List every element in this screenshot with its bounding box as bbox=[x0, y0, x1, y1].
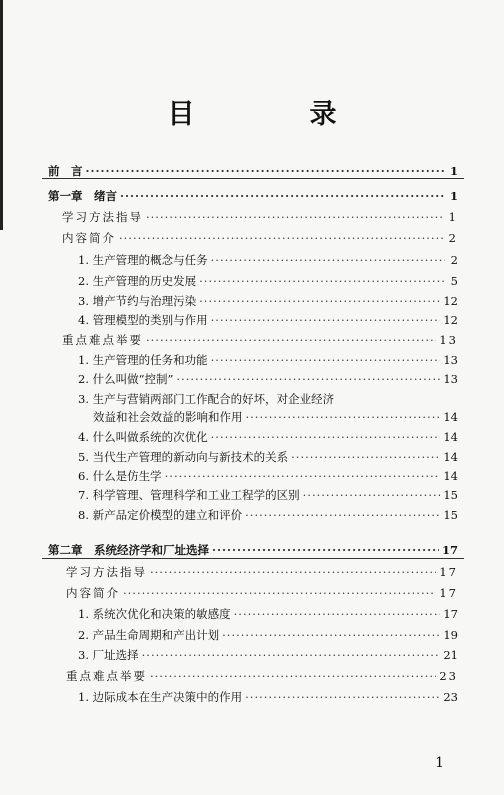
toc-leader-dots bbox=[212, 543, 439, 557]
toc-entry-chapter[interactable] bbox=[48, 189, 458, 203]
toc-entry-item[interactable] bbox=[78, 508, 458, 522]
toc-entry-item[interactable] bbox=[78, 253, 458, 267]
toc-leader-dots bbox=[146, 333, 436, 347]
toc-entry-title: 重点难点举要 bbox=[66, 669, 147, 683]
toc-page-number: 1 bbox=[449, 164, 458, 178]
toc-page-number: 21 bbox=[443, 648, 458, 662]
toc-page-number: 23 bbox=[439, 669, 458, 683]
toc-entry-item[interactable] bbox=[78, 450, 458, 464]
toc-entry-section[interactable] bbox=[66, 669, 458, 683]
toc-entry-title: 5. 当代生产管理的新动向与新技术的关系 bbox=[78, 450, 289, 464]
toc-leader-dots bbox=[165, 469, 441, 483]
toc-page-number: 14 bbox=[443, 450, 458, 464]
toc-leader-dots bbox=[176, 372, 440, 386]
toc-entry-title: 4. 什么叫做系统的次优化 bbox=[78, 430, 208, 444]
toc-entry-title: 第二章 系统经济学和厂址选择 bbox=[48, 543, 209, 557]
toc-entry-title: 重点难点举要 bbox=[62, 333, 143, 347]
toc-entry-title: 7. 科学管理、管理科学和工业工程学的区别 bbox=[78, 488, 300, 502]
section-divider bbox=[42, 558, 464, 559]
toc-entry-item[interactable] bbox=[78, 469, 458, 483]
toc-entry-item[interactable] bbox=[78, 353, 458, 367]
toc-page-number: 1 bbox=[448, 210, 458, 224]
toc-entry-preface[interactable] bbox=[48, 164, 458, 178]
toc-entry-item[interactable] bbox=[78, 690, 458, 704]
toc-entry-title: 1. 系统次优化和决策的敏感度 bbox=[78, 607, 231, 621]
toc-entry-chapter[interactable] bbox=[48, 543, 458, 557]
toc-page-number: 14 bbox=[443, 410, 458, 424]
toc-page-number: 17 bbox=[439, 565, 458, 579]
toc-entry-item[interactable] bbox=[78, 607, 458, 621]
toc-entry-item[interactable] bbox=[78, 313, 458, 327]
toc-page-number: 12 bbox=[443, 313, 458, 327]
toc-entry-section[interactable] bbox=[62, 210, 458, 224]
toc-leader-dots bbox=[291, 450, 440, 464]
toc-page-number: 19 bbox=[443, 628, 458, 642]
toc-entry-title: 1. 生产管理的任务和功能 bbox=[78, 353, 208, 367]
toc-leader-dots bbox=[150, 565, 436, 579]
toc-page-number: 17 bbox=[441, 543, 458, 557]
toc-page-number: 13 bbox=[443, 372, 458, 386]
toc-entry-title: 第一章 绪言 bbox=[48, 189, 117, 203]
toc-entry-title: 3. 增产节约与治理污染 bbox=[78, 294, 197, 308]
toc-entry-section[interactable] bbox=[62, 333, 458, 347]
toc-page-number: 15 bbox=[443, 508, 458, 522]
toc-leader-dots bbox=[211, 353, 441, 367]
toc-leader-dots bbox=[303, 488, 441, 502]
toc-entry-item[interactable] bbox=[78, 648, 458, 662]
toc-leader-dots bbox=[150, 669, 436, 683]
toc-leader-dots bbox=[234, 607, 441, 621]
toc-entry-item-line1[interactable] bbox=[78, 392, 458, 406]
page-number-footer: 1 bbox=[435, 755, 444, 771]
toc-page-number: 1 bbox=[449, 189, 458, 203]
toc-entry-title: 前 言 bbox=[48, 164, 83, 178]
toc-leader-dots bbox=[211, 253, 445, 267]
toc-entry-title: 6. 什么是仿生学 bbox=[78, 469, 162, 483]
toc-page-number: 23 bbox=[443, 690, 458, 704]
toc-entry-item[interactable] bbox=[78, 488, 458, 502]
toc-leader-dots bbox=[222, 628, 440, 642]
toc-entry-title: 3. 厂址选择 bbox=[78, 648, 139, 662]
toc-page-number: 13 bbox=[443, 353, 458, 367]
toc-leader-dots bbox=[123, 586, 436, 600]
toc-entry-title: 内容简介 bbox=[66, 586, 120, 600]
toc-page-number: 17 bbox=[443, 607, 458, 621]
toc-leader-dots bbox=[119, 231, 445, 245]
toc-page-number: 12 bbox=[443, 294, 458, 308]
toc-leader-dots bbox=[211, 313, 441, 327]
toc-entry-item[interactable] bbox=[78, 430, 458, 444]
toc-entry-item[interactable] bbox=[78, 274, 458, 288]
toc-page-number: 17 bbox=[439, 586, 458, 600]
toc-entry-title: 学习方法指导 bbox=[66, 565, 147, 579]
toc-entry-item-line2[interactable] bbox=[93, 410, 458, 424]
toc-leader-dots bbox=[211, 430, 441, 444]
toc-page-number: 2 bbox=[450, 253, 458, 267]
toc-page-number: 14 bbox=[443, 430, 458, 444]
toc-page-number: 13 bbox=[439, 333, 458, 347]
toc-entry-section[interactable] bbox=[66, 565, 458, 579]
toc-leader-dots bbox=[120, 189, 445, 203]
toc-leader-dots bbox=[86, 164, 446, 178]
toc-page-number: 15 bbox=[443, 488, 458, 502]
toc-entry-title: 1. 边际成本在生产决策中的作用 bbox=[78, 690, 243, 704]
toc-page-number: 2 bbox=[448, 231, 458, 245]
toc-entry-title: 1. 生产管理的概念与任务 bbox=[78, 253, 208, 267]
toc-entry-title: 2. 产品生命周期和产出计划 bbox=[78, 628, 220, 642]
toc-leader-dots bbox=[142, 648, 441, 662]
toc-entry-title: 3. 生产与营销两部门工作配合的好坏，对企业经济 bbox=[78, 392, 335, 406]
toc-page-number: 14 bbox=[443, 469, 458, 483]
toc-leader-dots bbox=[246, 410, 441, 424]
toc-entry-title: 2. 生产管理的历史发展 bbox=[78, 274, 197, 288]
toc-entry-item[interactable] bbox=[78, 628, 458, 642]
page-title: 目 录 bbox=[167, 99, 381, 130]
toc-entry-title: 8. 新产品定价模型的建立和评价 bbox=[78, 508, 243, 522]
toc-entry-title: 内容简介 bbox=[62, 231, 116, 245]
toc-leader-dots bbox=[245, 508, 440, 522]
toc-entry-title: 2. 什么叫做“控制” bbox=[78, 372, 174, 386]
toc-entry-section[interactable] bbox=[62, 231, 458, 245]
toc-leader-dots bbox=[146, 210, 445, 224]
toc-entry-title: 效益和社会效益的影响和作用 bbox=[93, 410, 243, 424]
toc-leader-dots bbox=[245, 690, 440, 704]
toc-page-number: 5 bbox=[450, 274, 458, 288]
toc-entry-section[interactable] bbox=[66, 586, 458, 600]
section-divider bbox=[42, 178, 464, 179]
toc-leader-dots bbox=[199, 294, 440, 308]
toc-entry-title: 学习方法指导 bbox=[62, 210, 143, 224]
toc-entry-item[interactable] bbox=[78, 294, 458, 308]
toc-entry-title: 4. 管理模型的类别与作用 bbox=[78, 313, 208, 327]
toc-entry-item[interactable] bbox=[78, 372, 458, 386]
toc-leader-dots bbox=[199, 274, 445, 288]
